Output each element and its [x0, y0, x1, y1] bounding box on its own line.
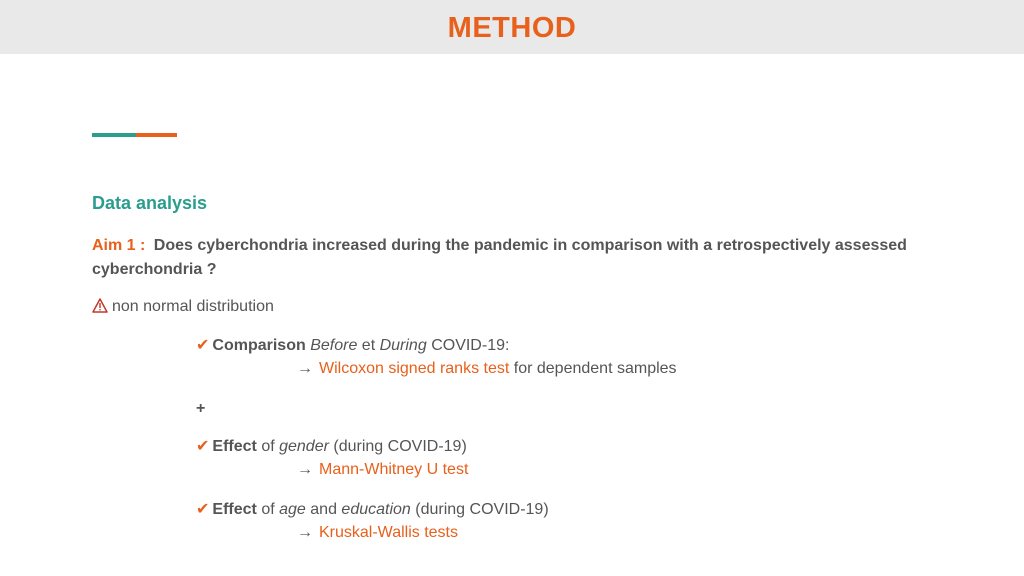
item-heading: Effect — [212, 438, 257, 455]
aim-label: Aim 1 : — [92, 237, 146, 254]
item-heading: Effect — [212, 501, 257, 518]
arrow-icon: → — [297, 461, 313, 478]
check-icon: ✔ — [196, 337, 210, 354]
item-text: COVID-19: — [431, 337, 510, 354]
analysis-item-gender — [196, 435, 467, 459]
item-term: age — [279, 501, 306, 518]
divider-orange — [136, 133, 177, 137]
item-text: (during COVID-19) — [333, 438, 467, 455]
plus-sign: + — [196, 400, 206, 417]
analysis-item-comparison — [196, 334, 509, 358]
item-term: gender — [279, 438, 329, 455]
test-name: Wilcoxon signed ranks test — [319, 360, 510, 377]
item-term: During — [379, 337, 427, 354]
header-bar — [0, 0, 1024, 54]
arrow-icon: → — [297, 524, 313, 541]
item-text: and — [310, 501, 337, 518]
test-suffix: for dependent samples — [513, 360, 677, 377]
page-title: METHOD — [447, 12, 577, 44]
aim-block — [92, 234, 912, 282]
item-term: Before — [310, 337, 358, 354]
item-text: of — [261, 438, 275, 455]
arrow-icon: → — [297, 360, 313, 377]
test-name: Mann-Whitney U test — [319, 461, 469, 478]
item-text: et — [361, 337, 376, 354]
warning-text: non normal distribution — [112, 298, 274, 315]
warning-line — [92, 297, 274, 319]
check-icon: ✔ — [196, 438, 210, 455]
analysis-subline-age-education — [297, 521, 458, 545]
item-heading: Comparison — [212, 337, 306, 354]
test-name: Kruskal-Wallis tests — [319, 524, 458, 541]
warning-icon — [92, 298, 108, 319]
aim-question: Does cyberchondria increased during the pandemic in comparison with a retrospectively assessed cyberchondria ? — [92, 237, 907, 278]
analysis-subline-gender — [297, 458, 468, 482]
item-term: education — [341, 501, 411, 518]
analysis-item-age-education — [196, 498, 549, 522]
check-icon: ✔ — [196, 501, 210, 518]
section-title: Data analysis — [92, 193, 208, 213]
divider-teal — [92, 133, 136, 137]
item-text: (during COVID-19) — [415, 501, 549, 518]
item-text: of — [261, 501, 275, 518]
analysis-subline-comparison — [297, 357, 677, 381]
